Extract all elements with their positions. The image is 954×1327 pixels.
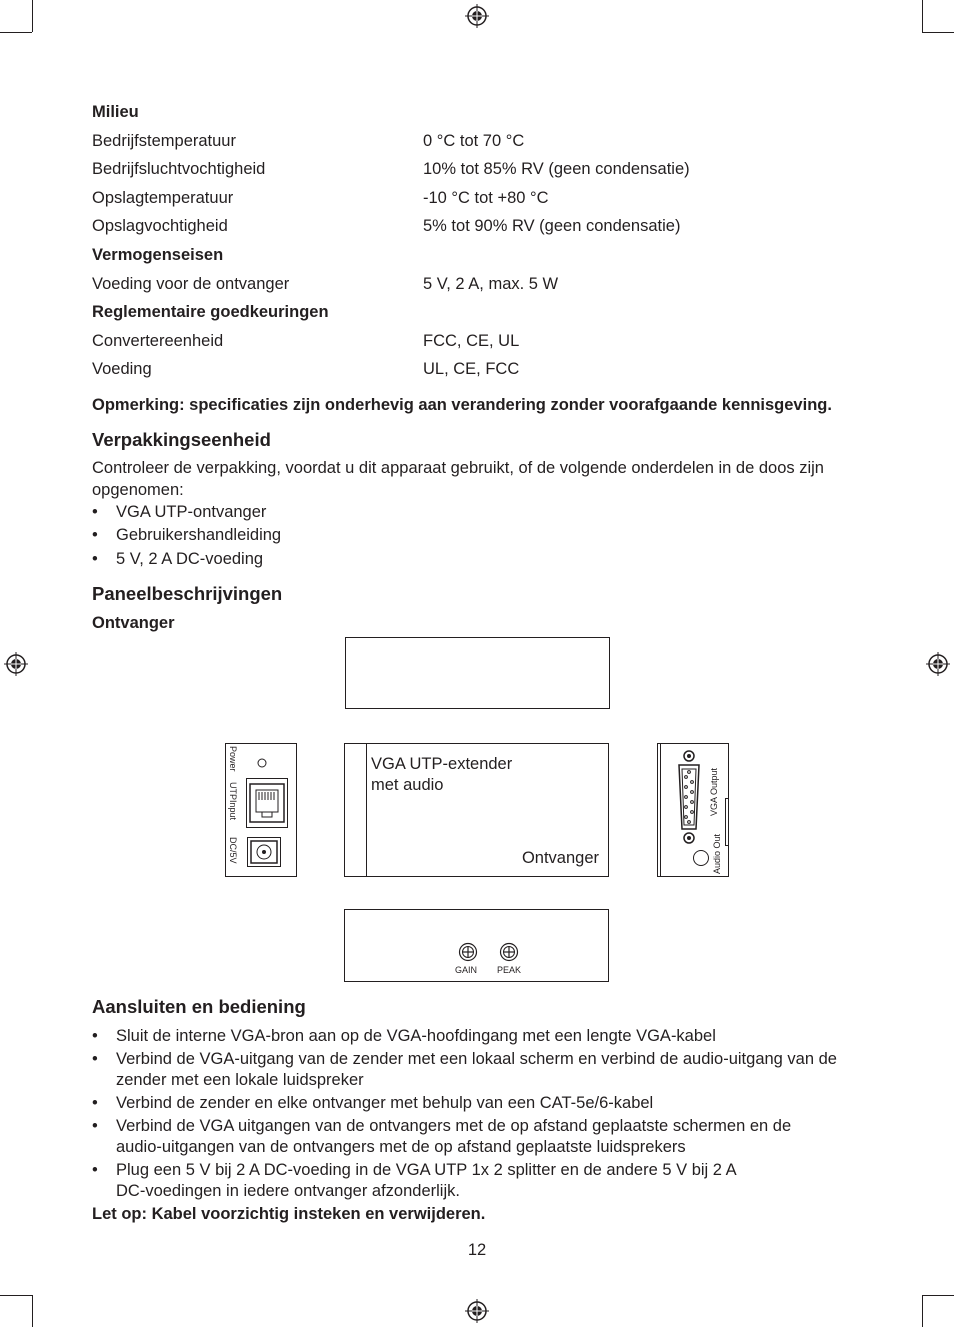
spec-label: Convertereenheid: [92, 332, 224, 350]
crop-mark: [922, 32, 954, 33]
gain-label: GAIN: [455, 965, 478, 975]
spec-label: Voeding voor de ontvanger: [92, 275, 290, 293]
crop-mark: [922, 1295, 923, 1327]
device-left-panel: [225, 743, 297, 877]
bullet: •: [92, 503, 98, 521]
warning-note: Let op: Kabel voorzichtig insteken en verwijderen.: [92, 1205, 486, 1223]
page-number: 12: [467, 1241, 487, 1259]
registration-mark-icon: [4, 652, 28, 676]
list-item: Verbind de VGA uitgangen van de ontvangers met de op afstand geplaatste schermen en de: [116, 1117, 792, 1135]
spec-label: Opslagvochtigheid: [92, 217, 228, 235]
utp-input-label: UTPInput: [228, 782, 238, 821]
crop-mark: [0, 32, 32, 33]
dc-label: DC/5V: [228, 837, 238, 864]
bullet: •: [92, 1117, 98, 1135]
registration-mark-icon: [465, 4, 489, 28]
package-intro: Controleer de verpakking, voordat u dit apparaat gebruikt, of de volgende onderdelen in de doos zijn: [92, 459, 824, 477]
audio-out-jack-icon: [692, 849, 710, 867]
rj45-port-icon: [246, 778, 288, 828]
front-panel-edge: [366, 744, 367, 876]
list-item-continued: zender met een lokale luidspreker: [116, 1071, 364, 1089]
right-panel-tab: [725, 798, 729, 846]
registration-mark-icon: [465, 1299, 489, 1323]
power-label: Power: [228, 746, 238, 772]
spec-note: Opmerking: specificaties zijn onderhevig aan verandering zonder voorafgaande kennisgeving.: [92, 396, 832, 414]
crop-mark: [922, 0, 923, 32]
list-item-continued: DC-voedingen in iedere ontvanger afzonderlijk.: [116, 1182, 460, 1200]
front-panel-title: VGA UTP-extender: [371, 755, 513, 773]
package-heading: Verpakkingseenheid: [92, 429, 271, 450]
list-item: Verbind de VGA-uitgang van de zender met een lokaal scherm en verbind de audio-uitgang van de: [116, 1050, 837, 1068]
panel-heading: Paneelbeschrijvingen: [92, 583, 283, 604]
crop-mark: [32, 1295, 33, 1327]
bullet: •: [92, 1027, 98, 1045]
crop-mark: [0, 1295, 32, 1296]
list-item: Plug een 5 V bij 2 A DC-voeding in de VGA UTP 1x 2 splitter en de andere 5 V bij 2 A: [116, 1161, 737, 1179]
package-intro: opgenomen:: [92, 481, 184, 499]
spec-value: 5 V, 2 A, max. 5 W: [423, 275, 559, 293]
bullet: •: [92, 550, 98, 568]
front-panel-label: Ontvanger: [521, 849, 599, 867]
list-item: 5 V, 2 A DC-voeding: [116, 550, 264, 568]
bullet: •: [92, 1161, 98, 1179]
device-right-panel: [657, 743, 729, 877]
spec-value: 5% tot 90% RV (geen condensatie): [423, 217, 681, 235]
spec-label: Bedrijfstemperatuur: [92, 132, 236, 150]
audio-out-label: Audio Out: [712, 834, 722, 875]
device-front-panel: [344, 743, 609, 877]
gain-knob-icon: [458, 942, 478, 962]
spec-value: FCC, CE, UL: [423, 332, 520, 350]
panel-subheading: Ontvanger: [92, 614, 175, 632]
spec-label: Opslagtemperatuur: [92, 189, 234, 207]
right-panel-edge: [660, 744, 661, 876]
dc-jack-icon: [247, 837, 281, 867]
bullet: •: [92, 526, 98, 544]
spec-value: 10% tot 85% RV (geen condensatie): [423, 160, 690, 178]
crop-mark: [32, 0, 33, 32]
bullet: •: [92, 1094, 98, 1112]
spec-label: Bedrijfsluchtvochtigheid: [92, 160, 266, 178]
vga-port-icon: [674, 750, 704, 844]
device-top-view: [345, 637, 610, 709]
registration-mark-icon: [926, 652, 950, 676]
peak-knob-icon: [499, 942, 519, 962]
spec-value: 0 °C tot 70 °C: [423, 132, 525, 150]
list-item: VGA UTP-ontvanger: [116, 503, 267, 521]
approvals-heading: Reglementaire goedkeuringen: [92, 303, 329, 321]
vga-output-label: VGA Output: [709, 768, 719, 817]
device-rear-panel: [344, 909, 609, 982]
list-item: Verbind de zender en elke ontvanger met behulp van een CAT-5e/6-kabel: [116, 1094, 654, 1112]
bullet: •: [92, 1050, 98, 1068]
spec-value: UL, CE, FCC: [423, 360, 520, 378]
power-heading: Vermogenseisen: [92, 246, 224, 264]
list-item: Gebruikershandleiding: [116, 526, 282, 544]
spec-label: Voeding: [92, 360, 152, 378]
peak-label: PEAK: [497, 965, 522, 975]
list-item: Sluit de interne VGA-bron aan op de VGA-hoofdingang met een lengte VGA-kabel: [116, 1027, 716, 1045]
crop-mark: [922, 1295, 954, 1296]
front-panel-title: met audio: [371, 776, 444, 794]
power-led-icon: [257, 758, 267, 768]
environment-heading: Milieu: [92, 103, 139, 121]
list-item-continued: audio-uitgangen van de ontvangers met de op afstand geplaatste luidsprekers: [116, 1138, 686, 1156]
connect-heading: Aansluiten en bediening: [92, 996, 306, 1017]
spec-value: -10 °C tot +80 °C: [423, 189, 549, 207]
